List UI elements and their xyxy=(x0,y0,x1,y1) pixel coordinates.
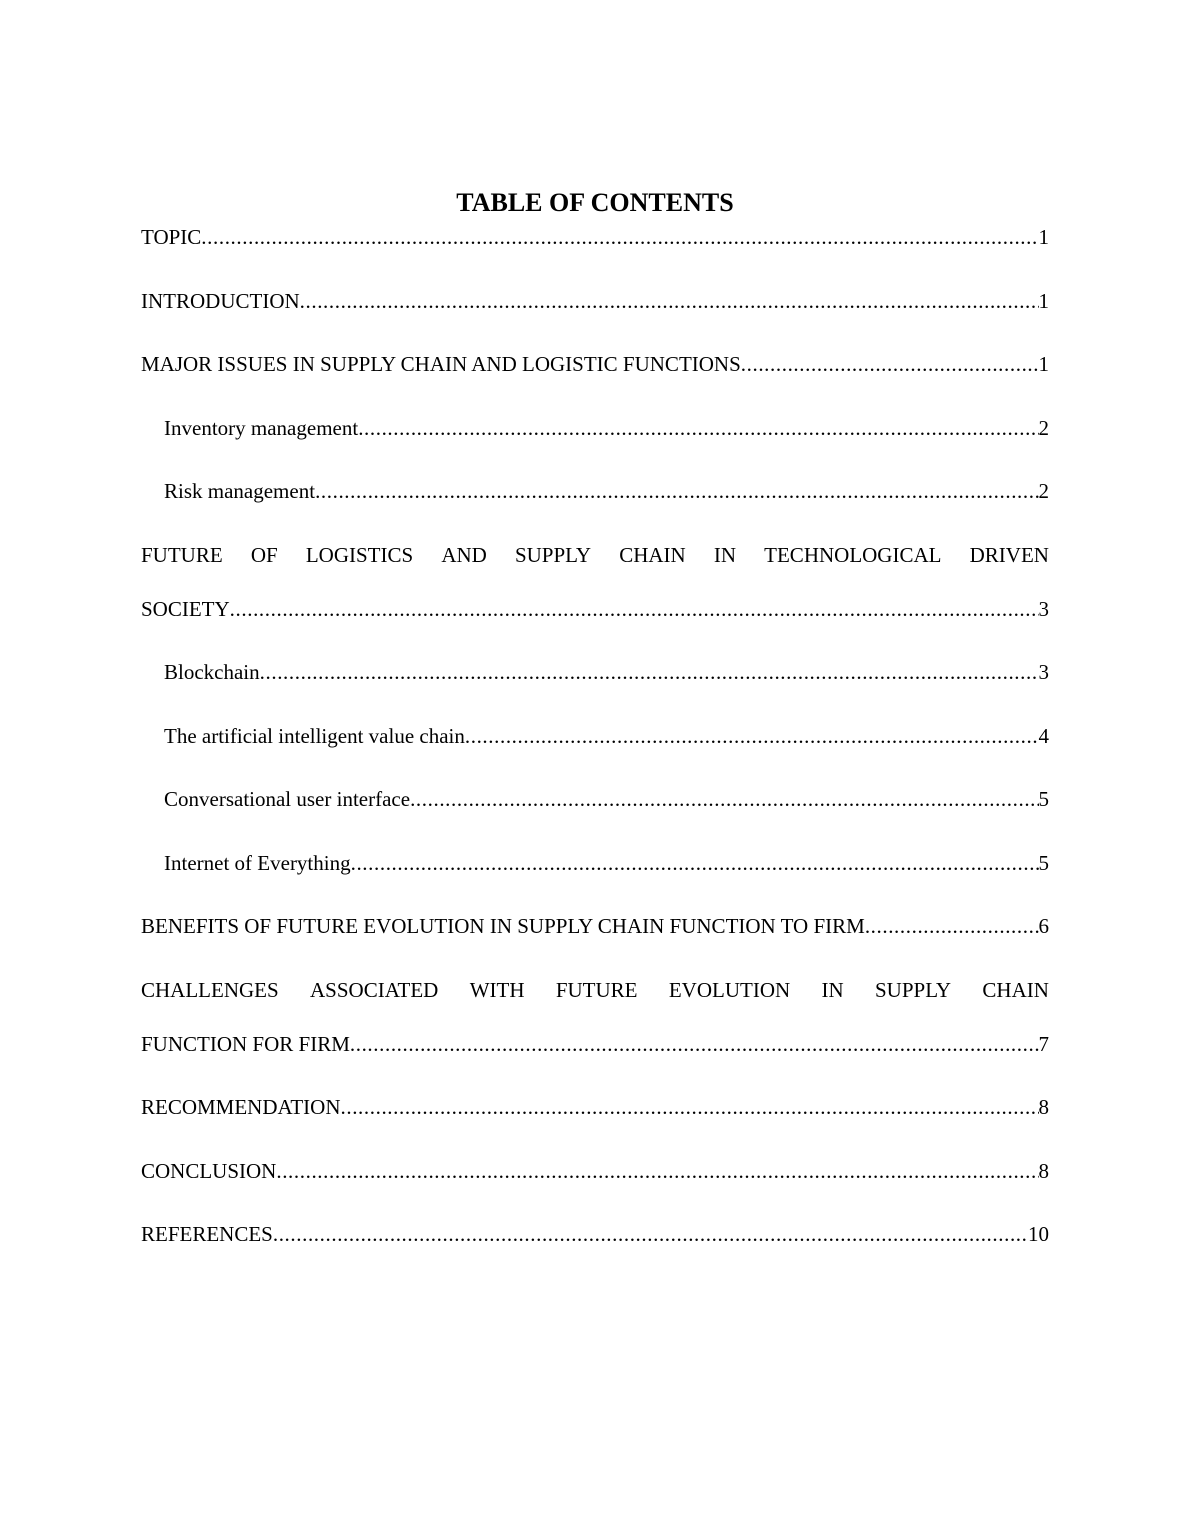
toc-word: SUPPLY xyxy=(874,977,952,1002)
toc-word: IN xyxy=(713,542,737,567)
toc-word: OF xyxy=(250,542,278,567)
toc-entry-text: REFERENCES xyxy=(141,1222,273,1246)
toc-page-number: 4 xyxy=(1038,723,1049,748)
toc-word: AND xyxy=(441,542,487,567)
toc-word: ASSOCIATED xyxy=(310,977,439,1002)
toc-entry-text-line2: SOCIETY xyxy=(141,596,230,621)
toc-entry-text-line2: FUNCTION FOR FIRM xyxy=(141,1031,350,1056)
toc-word: CHAIN xyxy=(619,542,686,567)
toc-entry-risk-management[interactable] xyxy=(141,477,1049,505)
toc-word: IN xyxy=(821,977,844,1002)
toc-leader-dots xyxy=(315,477,1038,505)
toc-page-number: 2 xyxy=(1038,415,1049,440)
toc-entry-topic[interactable] xyxy=(141,223,1049,251)
page-title: TABLE OF CONTENTS xyxy=(456,188,734,217)
toc-entry-text: RECOMMENDATION xyxy=(141,1095,341,1119)
toc-entry-text: Blockchain xyxy=(164,660,260,684)
toc-entry-major-issues[interactable] xyxy=(141,350,1049,378)
toc-page-number: 10 xyxy=(1028,1222,1049,1246)
toc-entry-inventory-management[interactable] xyxy=(141,414,1049,442)
toc-word: EVOLUTION xyxy=(668,977,791,1002)
toc-page-number: 1 xyxy=(1038,225,1049,249)
toc-leader-dots xyxy=(273,1220,1028,1248)
toc-page-number: 1 xyxy=(1038,288,1049,313)
toc-word: DRIVEN xyxy=(969,542,1049,567)
toc-word: LOGISTICS xyxy=(305,542,414,567)
toc-leader-dots xyxy=(260,658,1039,686)
toc-entry-conclusion[interactable] xyxy=(141,1157,1049,1185)
toc-leader-dots xyxy=(351,849,1039,877)
toc-entry-text: Conversational user interface xyxy=(164,787,411,811)
toc-page-number: 3 xyxy=(1038,660,1049,684)
toc-page-number: 8 xyxy=(1038,1158,1049,1183)
toc-leader-dots xyxy=(276,1157,1038,1185)
toc-leader-dots xyxy=(465,722,1039,750)
toc-word: FUTURE xyxy=(555,977,638,1002)
toc-leader-dots xyxy=(358,414,1038,442)
toc-entry-text: Internet of Everything xyxy=(164,850,351,875)
toc-word: FUTURE xyxy=(141,542,223,567)
toc-entry-text: TOPIC xyxy=(141,225,202,249)
toc-word: CHAIN xyxy=(982,977,1049,1002)
toc-word: SUPPLY xyxy=(514,542,592,567)
toc-leader-dots xyxy=(201,223,1038,251)
toc-word: TECHNOLOGICAL xyxy=(764,542,942,567)
toc-entry-blockchain[interactable] xyxy=(141,658,1049,686)
toc-entry-internet-of-everything[interactable] xyxy=(141,849,1049,877)
toc-entry-text: The artificial intelligent value chain xyxy=(164,723,465,748)
toc-entry-conversational-ui[interactable] xyxy=(141,785,1049,813)
toc-leader-dots xyxy=(230,595,1039,623)
toc-page-number: 5 xyxy=(1038,787,1049,811)
toc-page-number: 2 xyxy=(1038,479,1049,503)
toc-entry-text: Inventory management xyxy=(164,415,359,440)
toc-leader-dots xyxy=(741,350,1039,378)
toc-entry-text-line1 xyxy=(141,976,1049,1004)
toc-leader-dots xyxy=(410,785,1038,813)
toc-word: CHALLENGES xyxy=(141,977,279,1002)
toc-page-number: 1 xyxy=(1038,352,1049,376)
toc-entry-introduction[interactable] xyxy=(141,287,1049,315)
toc-entry-text: MAJOR ISSUES IN SUPPLY CHAIN AND LOGISTIC FUNCTIONS xyxy=(141,352,741,376)
toc-entry-text-line1 xyxy=(141,541,1049,569)
toc-page-number: 5 xyxy=(1038,850,1049,875)
toc-leader-dots xyxy=(350,1030,1039,1058)
toc-entry-references[interactable] xyxy=(141,1220,1049,1248)
toc-list xyxy=(141,223,1049,1284)
toc-entry-future-of-logistics[interactable] xyxy=(141,541,1049,623)
toc-leader-dots xyxy=(865,912,1039,940)
toc-page-number: 3 xyxy=(1038,596,1049,621)
toc-entry-text: CONCLUSION xyxy=(141,1158,277,1183)
toc-entry-challenges[interactable] xyxy=(141,976,1049,1058)
toc-word: WITH xyxy=(469,977,525,1002)
toc-entry-text: Risk management xyxy=(164,479,316,503)
toc-leader-dots xyxy=(300,287,1039,315)
toc-leader-dots xyxy=(341,1093,1039,1121)
toc-entry-recommendation[interactable] xyxy=(141,1093,1049,1121)
toc-entry-ai-value-chain[interactable] xyxy=(141,722,1049,750)
toc-page-number: 7 xyxy=(1038,1031,1049,1056)
toc-page-number: 8 xyxy=(1038,1095,1049,1119)
toc-entry-benefits[interactable] xyxy=(141,912,1049,940)
toc-entry-text: BENEFITS OF FUTURE EVOLUTION IN SUPPLY CHAIN FUNCTION TO FIRM xyxy=(141,914,865,938)
toc-entry-text: INTRODUCTION xyxy=(141,288,300,313)
toc-page-number: 6 xyxy=(1038,914,1049,938)
